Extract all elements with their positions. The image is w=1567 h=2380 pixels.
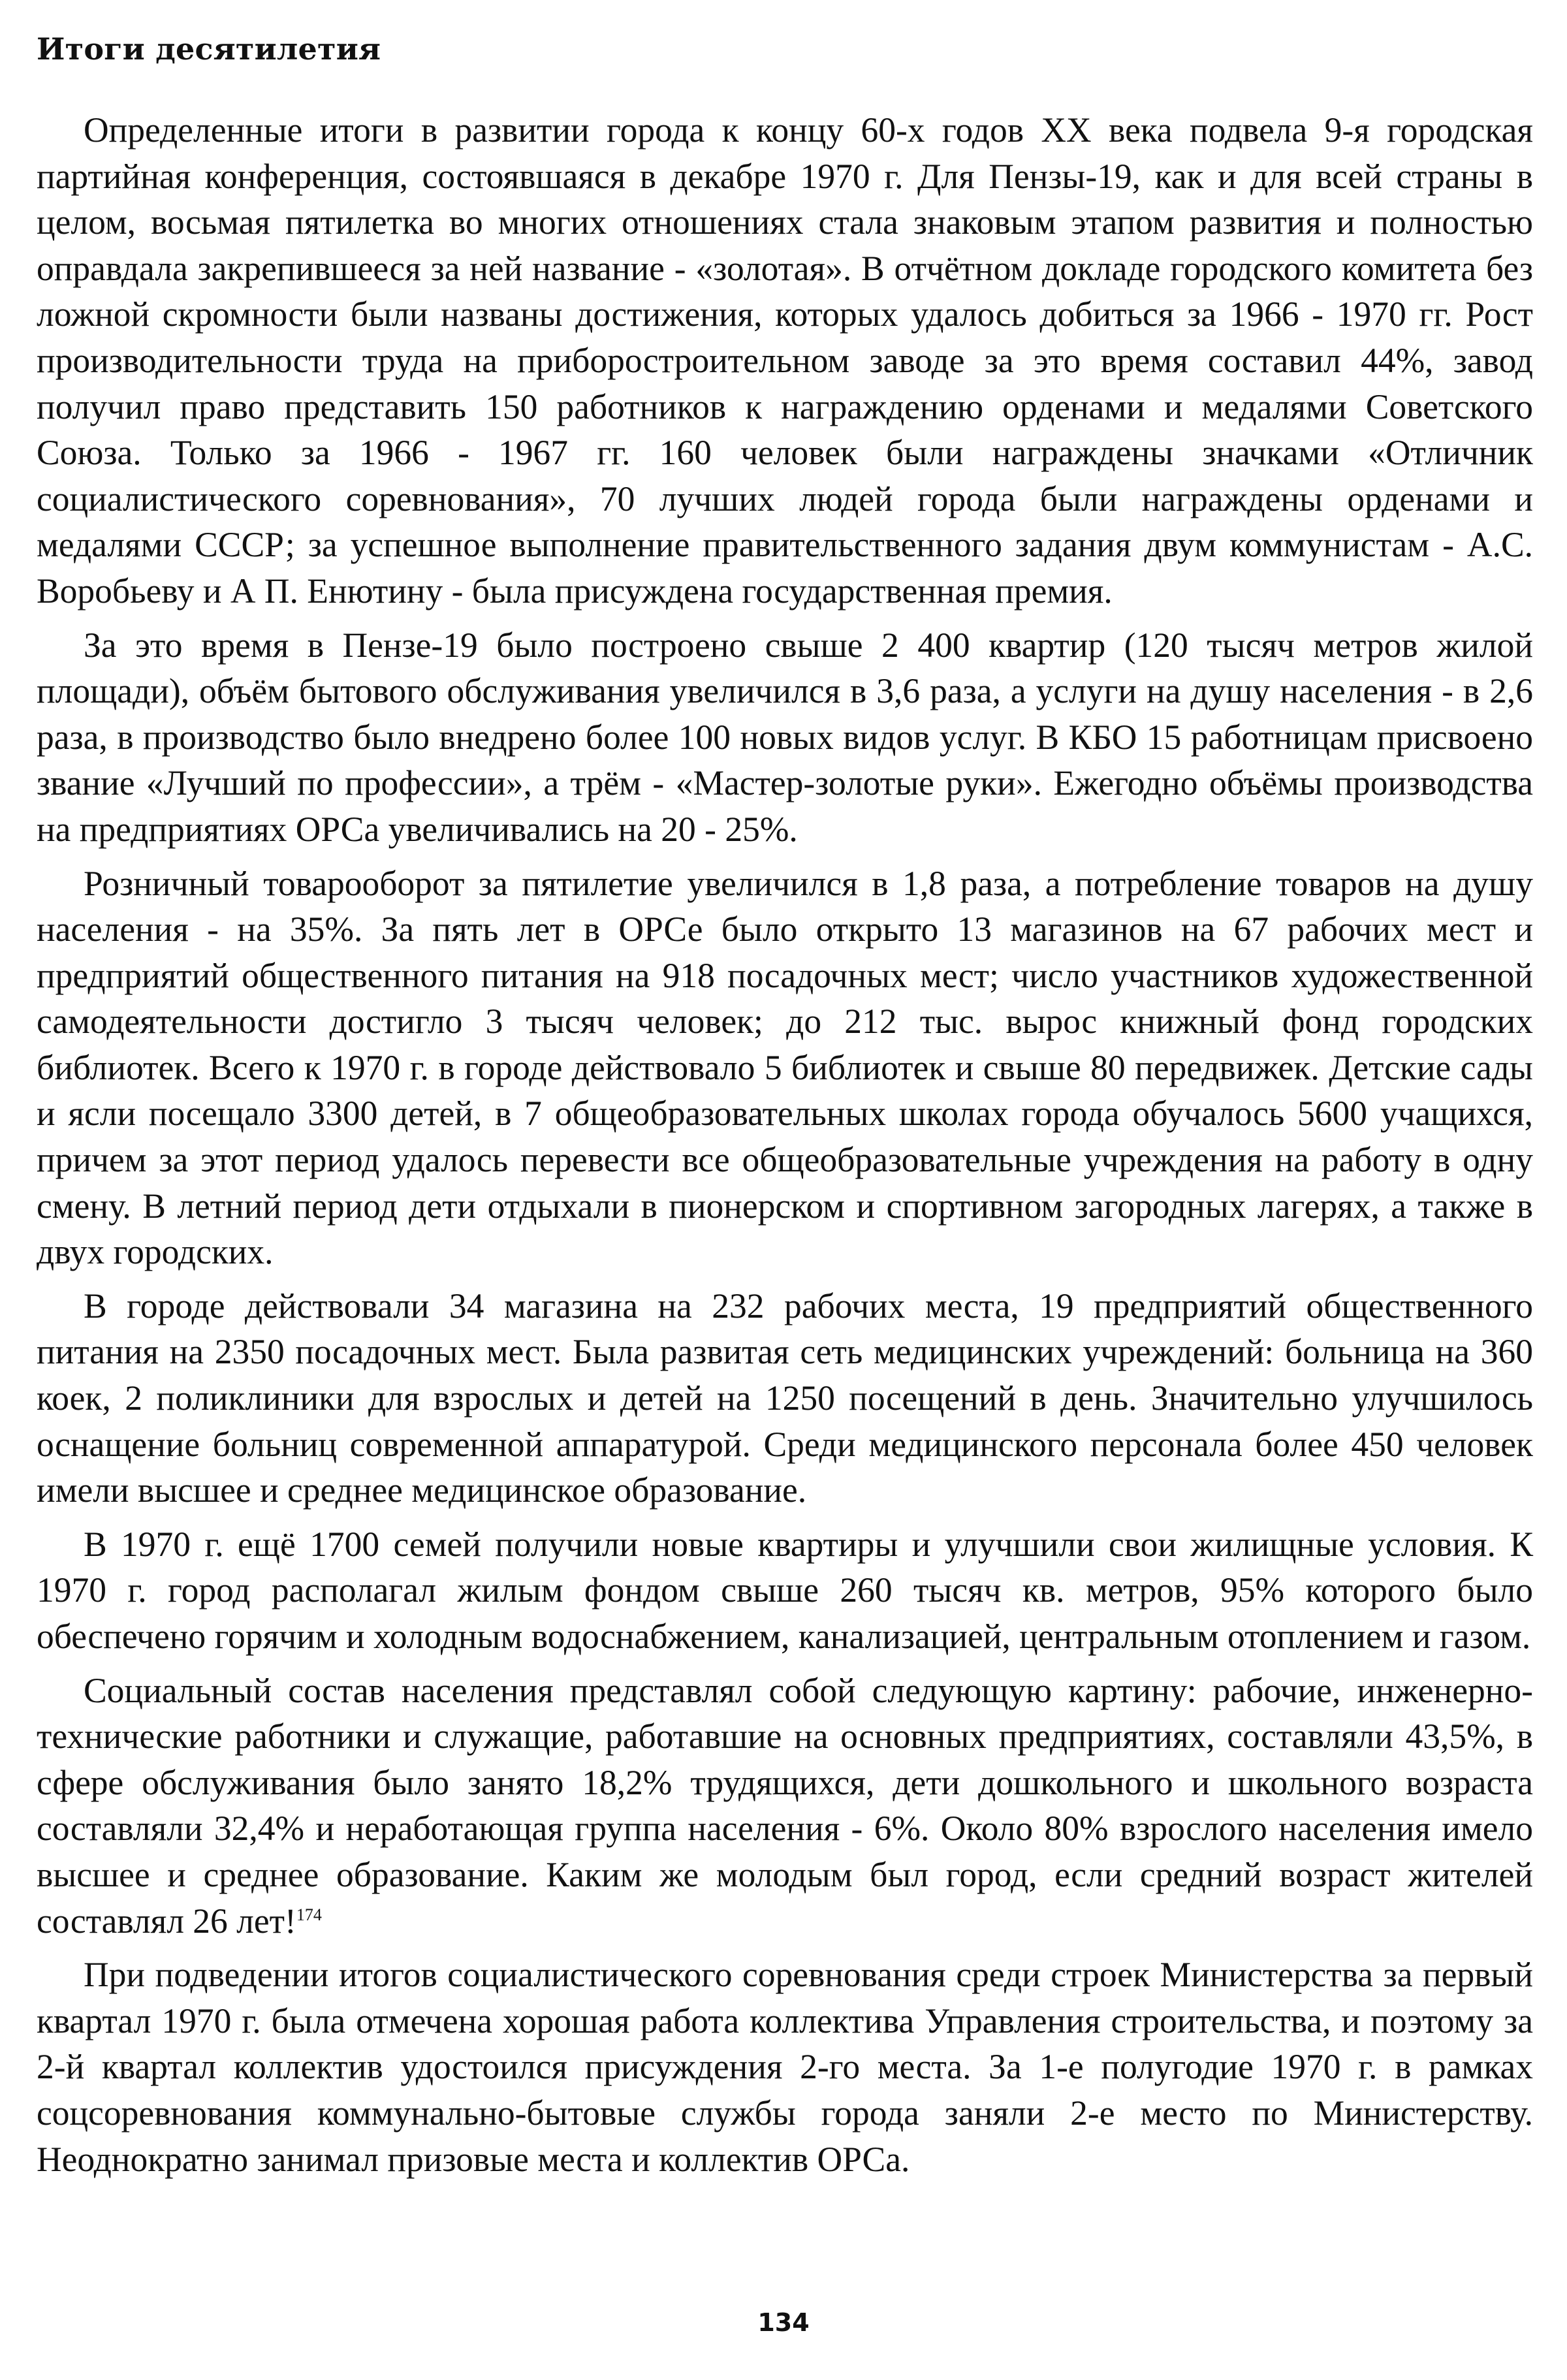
paragraph: Определенные итоги в развитии города к концу 60-х годов XX века подвела 9-я городская партийная конференция, состоявшаяся в декабре 1970 г. Для Пензы-19, как и для всей страны в целом, восьмая пятилетка во многих отношениях стала знаковым этапом развития и полностью оправдала закрепившееся за ней название - «золотая». В отчётном докладе городского комитета без ложной скромности были названы достижения, которых удалось добиться за 1966 - 1970 гг. Рост производительности труда на приборостроительном заводе за это время составил 44%, завод получил право представить 150 работников к награждению орденами и медалями Советского Союза. Только за 1966 - 1967 гг. 160 человек были награждены значками «Отличник социалистического соревнования», 70 лучших людей города были награждены орденами и медалями СССР; за успешное выполнение правительственного задания двум коммунистам - А.С. Воробьеву и А П. Енютину - была присуждена государственная премия. — [37, 110, 1533, 611]
page-number: 134 — [757, 2308, 810, 2337]
paragraph: Розничный товарооборот за пятилетие увеличился в 1,8 раза, а потребление товаров на душу населения - на 35%. За пять лет в ОРСе было открыто 13 магазинов на 67 рабочих мест и предприятий общественного питания на 918 посадочных мест; число участников художественной самодеятельности достигло 3 тысяч человек; до 212 тыс. вырос книжный фонд городских библиотек. Всего к 1970 г. в городе действовало 5 библиотек и свыше 80 передвижек. Детские сады и ясли посещало 3300 детей, в 7 общеобразовательных школах города обучалось 5600 учащихся, причем за этот период удалось перевести все общеобразовательные учреждения на работу в одну смену. В летний период дети отдыхали в пионерском и спортивном загородных лагерях, а также в двух городских. — [37, 863, 1533, 1272]
paragraph: В городе действовали 34 магазина на 232 рабочих места, 19 предприятий общественного питания на 2350 посадочных мест. Была развитая сеть медицинских учреждений: больница на 360 коек, 2 поликлиники для взрослых и детей на 1250 посещений в день. Значительно улучшилось оснащение больниц современной аппаратурой. Среди медицинского персонала более 450 человек имели высшее и среднее медицинское образование. — [37, 1286, 1533, 1510]
paragraph: При подведении итогов социалистического соревнования среди строек Министерства за первый квартал 1970 г. была отмечена хорошая работа коллектива Управления строительства, и поэтому за 2-й квартал коллектив удостоился присуждения 2-го места. За 1-е полугодие 1970 г. в рамках соцсоревнования коммунально-бытовые службы города заняли 2-е место по Министерству. Неоднократно занимал призовые места и коллектив ОРСа. — [37, 1955, 1533, 2179]
paragraph: За это время в Пензе-19 было построено свыше 2 400 квартир (120 тысяч метров жилой площади), объём бытового обслуживания увеличился в 3,6 раза, а услуги на душу населения - в 2,6 раза, в производство было внедрено более 100 новых видов услуг. В КБО 15 работницам присвоено звание «Лучший по профессии», а трём - «Мастер-золотые руки». Ежегодно объёмы производства на предприятиях ОРСа увеличивались на 20 - 25%. — [37, 625, 1533, 849]
paragraph — [37, 1668, 1533, 1944]
document-page — [37, 26, 1533, 2190]
footnote-marker[interactable]: 174 — [296, 1905, 322, 1924]
paragraph: В 1970 г. ещё 1700 семей получили новые квартиры и улучшили свои жилищные условия. К 1970 г. город располагал жилым фондом свыше 260 тысяч кв. метров, 95% которого было обеспечено горячим и холодным водоснабжением, канализацией, центральным отоплением и газом. — [37, 1524, 1533, 1656]
paragraph-text: Социальный состав населения представлял собой следующую картину: рабочие, инженерно-технические работники и служащие, работавшие на основных предприятиях, составляли 43,5%, в сфере обслуживания было занято 18,2% трудящихся, дети дошкольного и школьного возраста составляли 32,4% и неработающая группа населения - 6%. Около 80% взрослого населения имело высшее и среднее образование. Каким же молодым был город, если средний возраст жителей составлял 26 лет! — [37, 1670, 1533, 1941]
section-title: Итоги десятилетия — [37, 31, 381, 67]
